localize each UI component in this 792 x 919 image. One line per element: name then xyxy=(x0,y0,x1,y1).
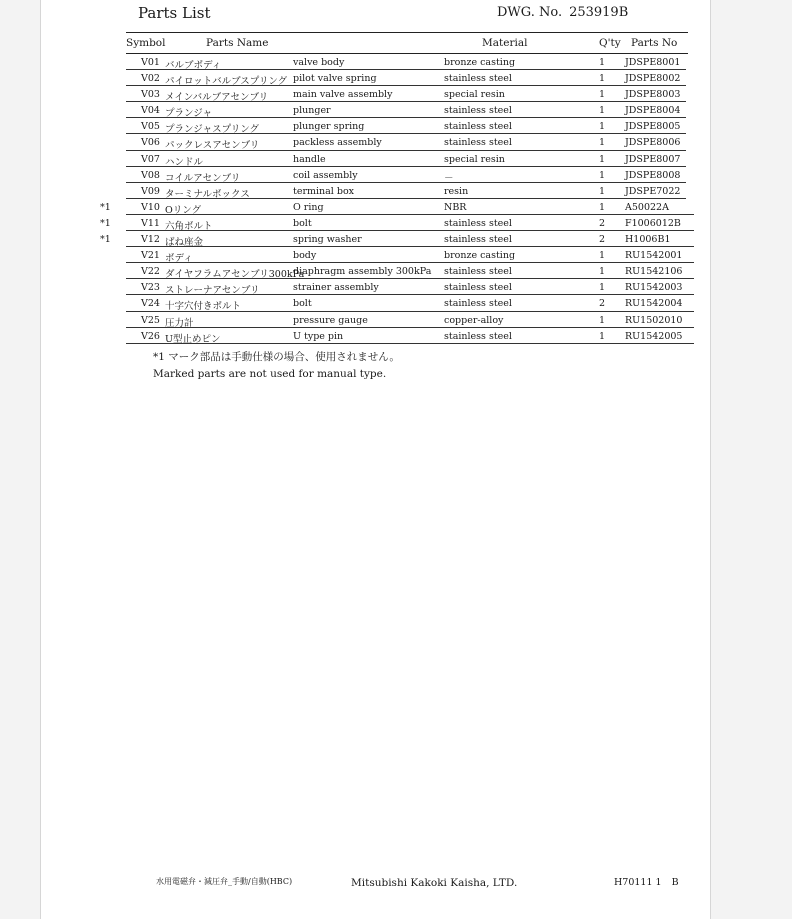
row-jp-name: ダイヤフラムアセンブリ300kPa xyxy=(165,269,305,281)
row-qty: 1 xyxy=(599,185,606,197)
dwg-label: DWG. No. xyxy=(497,5,563,20)
col-qty: Q'ty xyxy=(599,37,621,49)
table-row xyxy=(126,151,694,167)
row-material: stainless steel xyxy=(444,282,512,294)
row-material: stainless steel xyxy=(444,330,512,342)
row-symbol: V21 xyxy=(141,250,160,262)
row-qty: 1 xyxy=(599,153,606,165)
row-material: stainless steel xyxy=(444,137,512,149)
row-en-name: strainer assembly xyxy=(293,282,379,294)
table-row xyxy=(100,215,694,232)
table-row xyxy=(126,279,694,295)
row-parts-no: JDSPE8005 xyxy=(625,121,681,133)
row-material: special resin xyxy=(444,153,505,165)
row-symbol: V09 xyxy=(141,185,160,197)
row-jp-name: ターミナルボックス xyxy=(165,188,250,200)
table-row xyxy=(126,102,694,118)
row-mark: *1 xyxy=(100,217,111,229)
table-header xyxy=(126,32,688,54)
row-symbol: V05 xyxy=(141,121,160,133)
row-symbol: V04 xyxy=(141,105,160,117)
col-material: Material xyxy=(482,37,528,49)
row-qty: 1 xyxy=(599,73,606,85)
row-material: － xyxy=(444,172,454,184)
row-symbol: V07 xyxy=(141,153,160,165)
table-row xyxy=(126,183,694,199)
row-en-name: body xyxy=(293,250,317,262)
row-qty: 1 xyxy=(599,89,606,101)
row-material: stainless steel xyxy=(444,121,512,133)
row-qty: 2 xyxy=(599,234,606,246)
row-parts-no: RU1542106 xyxy=(625,266,683,278)
row-material: stainless steel xyxy=(444,234,512,246)
table-row xyxy=(126,328,694,344)
row-qty: 1 xyxy=(599,105,606,117)
parts-table xyxy=(100,54,694,345)
row-symbol: V03 xyxy=(141,89,160,101)
row-jp-name: 六角ボルト xyxy=(165,220,213,232)
row-symbol: V02 xyxy=(141,73,160,85)
footer-code-number: H70111 1 xyxy=(614,877,662,888)
row-parts-no: JDSPE8008 xyxy=(625,169,681,181)
table-row xyxy=(126,134,694,150)
row-jp-name: コイルアセンブリ xyxy=(165,172,241,184)
row-material: copper-alloy xyxy=(444,314,504,326)
dwg-number: 253919B xyxy=(569,5,629,20)
row-symbol: V23 xyxy=(141,282,160,294)
row-parts-no: JDSPE7022 xyxy=(625,185,681,197)
row-qty: 1 xyxy=(599,169,606,181)
row-jp-name: プランジャ xyxy=(165,108,213,120)
row-en-name: handle xyxy=(293,153,326,165)
row-jp-name: ばね座金 xyxy=(165,237,204,249)
row-parts-no: JDSPE8003 xyxy=(625,89,681,101)
row-material: bronze casting xyxy=(444,57,516,68)
row-en-name: plunger xyxy=(293,105,331,117)
row-jp-name: プランジャスプリング xyxy=(165,124,260,136)
row-parts-no: RU1542003 xyxy=(625,282,683,294)
drawing-number xyxy=(497,5,628,20)
row-jp-name: ストレーナアセンブリ xyxy=(165,285,260,297)
row-en-name: plunger spring xyxy=(293,121,365,133)
row-symbol: V11 xyxy=(141,217,160,229)
table-row xyxy=(126,86,694,102)
col-symbol: Symbol xyxy=(126,37,166,49)
row-parts-no: RU1542004 xyxy=(625,298,683,310)
footer-document-name: 水用電磁弁・減圧弁_手動/自動(HBC) xyxy=(156,877,293,886)
row-jp-name: U型止めピン xyxy=(165,333,221,345)
row-parts-no: RU1542005 xyxy=(625,330,683,342)
row-qty: 1 xyxy=(599,137,606,149)
row-symbol: V26 xyxy=(141,330,160,342)
row-qty: 2 xyxy=(599,298,606,310)
row-material: stainless steel xyxy=(444,105,512,117)
row-material: special resin xyxy=(444,89,505,101)
row-symbol: V08 xyxy=(141,169,160,181)
row-symbol: V22 xyxy=(141,266,160,278)
table-row xyxy=(126,54,694,70)
table-row xyxy=(126,118,694,134)
col-parts-name: Parts Name xyxy=(206,37,269,49)
table-row xyxy=(126,167,694,183)
row-qty: 1 xyxy=(599,266,606,278)
row-symbol: V06 xyxy=(141,137,160,149)
row-en-name: terminal box xyxy=(293,185,355,197)
footer-revision: B xyxy=(671,877,679,888)
row-jp-name: ハンドル xyxy=(165,156,204,168)
row-symbol: V10 xyxy=(141,201,160,213)
row-mark: *1 xyxy=(100,234,111,246)
row-material: NBR xyxy=(444,201,467,213)
row-material: bronze casting xyxy=(444,250,516,262)
row-en-name: U type pin xyxy=(293,330,344,342)
footer-company: Mitsubishi Kakoki Kaisha, LTD. xyxy=(351,877,518,889)
row-en-name: packless assembly xyxy=(293,137,382,149)
page-title: Parts List xyxy=(138,4,211,22)
table-row xyxy=(126,263,694,279)
row-parts-no: F1006012B xyxy=(625,217,681,229)
row-jp-name: Oリング xyxy=(165,204,202,216)
row-parts-no: A50022A xyxy=(625,201,669,213)
row-jp-name: メインバルブアセンブリ xyxy=(165,92,269,104)
row-qty: 1 xyxy=(599,250,606,262)
row-parts-no: JDSPE8004 xyxy=(625,105,681,117)
row-parts-no: JDSPE8006 xyxy=(625,137,681,149)
row-parts-no: JDSPE8002 xyxy=(625,73,681,85)
row-material: stainless steel xyxy=(444,266,512,278)
row-en-name: pressure gauge xyxy=(293,314,368,326)
table-row xyxy=(100,199,694,216)
row-en-name: coil assembly xyxy=(293,169,358,181)
row-parts-no: H1006B1 xyxy=(625,234,671,246)
row-qty: 1 xyxy=(599,121,606,133)
row-qty: 1 xyxy=(599,330,606,342)
row-material: stainless steel xyxy=(444,73,512,85)
table-row xyxy=(126,70,694,86)
row-en-name: main valve assembly xyxy=(293,89,393,101)
row-symbol: V12 xyxy=(141,234,160,246)
row-en-name: bolt xyxy=(293,217,312,229)
row-parts-no: JDSPE8007 xyxy=(625,153,681,165)
row-en-name: pilot valve spring xyxy=(293,73,377,85)
row-parts-no: RU1542001 xyxy=(625,250,683,262)
table-row xyxy=(126,247,694,263)
row-symbol: V25 xyxy=(141,314,160,326)
row-qty: 2 xyxy=(599,217,606,229)
row-qty: 1 xyxy=(599,314,606,326)
row-qty: 1 xyxy=(599,201,606,213)
row-jp-name: パイロットバルブスプリング xyxy=(165,76,288,88)
note-english: Marked parts are not used for manual type. xyxy=(153,368,387,380)
row-mark: *1 xyxy=(100,201,111,213)
row-en-name: bolt xyxy=(293,298,312,310)
row-jp-name: バルブボディ xyxy=(165,60,222,71)
footer-code xyxy=(614,877,679,888)
row-material: stainless steel xyxy=(444,298,512,310)
row-parts-no: RU1502010 xyxy=(625,314,683,326)
table-row xyxy=(126,312,694,328)
row-en-name: spring washer xyxy=(293,234,362,246)
row-symbol: V01 xyxy=(141,57,160,68)
row-en-name: valve body xyxy=(293,57,345,68)
row-parts-no: JDSPE8001 xyxy=(625,57,681,68)
table-row xyxy=(100,231,694,249)
row-en-name: O ring xyxy=(293,201,324,213)
row-en-name: diaphragm assembly 300kPa xyxy=(293,266,432,278)
row-symbol: V24 xyxy=(141,298,160,310)
table-row xyxy=(126,295,694,311)
row-jp-name: パックレスアセンブリ xyxy=(165,140,260,152)
row-material: stainless steel xyxy=(444,217,512,229)
row-jp-name: 圧力計 xyxy=(165,317,194,329)
row-jp-name: 十字穴付きボルト xyxy=(165,301,242,313)
row-jp-name: ボディ xyxy=(165,253,193,265)
document-page xyxy=(40,0,711,919)
row-material: resin xyxy=(444,185,469,197)
note-japanese: *1 マーク部品は手動仕様の場合、使用されません。 xyxy=(153,351,400,363)
col-parts-no: Parts No xyxy=(631,37,678,49)
row-qty: 1 xyxy=(599,57,606,68)
row-qty: 1 xyxy=(599,282,606,294)
